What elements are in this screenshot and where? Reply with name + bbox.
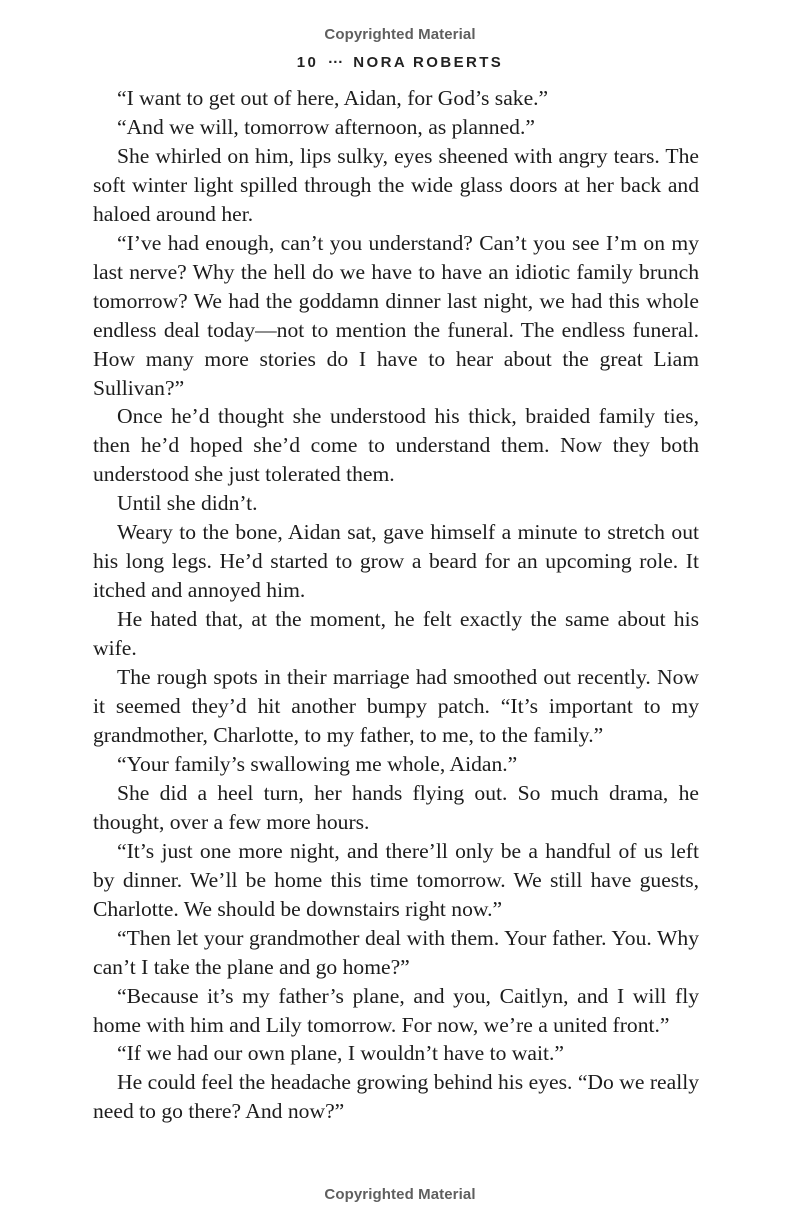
paragraph: “Then let your grandmother deal with them. Your father. You. Why can’t I take the plane and go home?” — [93, 925, 699, 979]
paragraph: Until she didn’t. — [117, 491, 258, 516]
paragraph: The rough spots in their marriage had smoothed out recently. Now it seemed they’d hit another bumpy patch. “It’s important to my grandmother, Charlotte, to my father, to me, to the family.” — [93, 665, 699, 747]
paragraph: “Because it’s my father’s plane, and you, Caitlyn, and I will fly home with him and Lily tomorrow. For now, we’re a united front.” — [93, 983, 699, 1037]
paragraph: Once he’d thought she understood his thick, braided family ties, then he’d hoped she’d come to understand them. Now they both understood she just tolerated them. — [93, 404, 699, 487]
author-name: NORA ROBERTS — [353, 54, 504, 71]
paragraph: “I’ve had enough, can’t you understand? Can’t you see I’m on my last nerve? Why the hell do we have to have an idiotic family brunch tomorrow? We had the goddamn dinner last night, we had this whole endless deal today—not to mention the funeral. The endless funeral. How many more stories do I have to hear about the great Liam Sullivan?” — [93, 230, 699, 400]
paragraph: Weary to the bone, Aidan sat, gave himself a minute to stretch out his long legs. He’d started to grow a beard for an upcoming role. It itched and annoyed him. — [93, 520, 699, 603]
paragraph: He hated that, at the moment, he felt exactly the same about his wife. — [93, 607, 699, 661]
paragraph: He could feel the headache growing behind his eyes. “Do we really need to go there? And now?” — [93, 1070, 699, 1124]
paragraph: “And we will, tomorrow afternoon, as planned.” — [117, 114, 535, 139]
copyright-watermark-bottom: Copyrighted Material — [324, 1186, 476, 1203]
body-text — [93, 84, 699, 1126]
header-separator: ··· — [328, 54, 344, 71]
paragraph: She did a heel turn, her hands flying out. So much drama, he thought, over a few more hours. — [93, 780, 699, 834]
paragraph: “I want to get out of here, Aidan, for God’s sake.” — [117, 86, 549, 110]
paragraph: “Your family’s swallowing me whole, Aidan.” — [117, 751, 518, 776]
paragraph: She whirled on him, lips sulky, eyes sheened with angry tears. The soft winter light spilled through the wide glass doors at her back and haloed around her. — [93, 143, 699, 226]
paragraph: “If we had our own plane, I wouldn’t have to wait.” — [117, 1041, 564, 1066]
running-head — [0, 54, 800, 71]
paragraph: “It’s just one more night, and there’ll only be a handful of us left by dinner. We’ll be home this time tomorrow. We still have guests, Charlotte. We should be downstairs right now.” — [93, 838, 699, 921]
page-number: 10 — [296, 54, 319, 71]
copyright-watermark-top: Copyrighted Material — [324, 26, 476, 43]
